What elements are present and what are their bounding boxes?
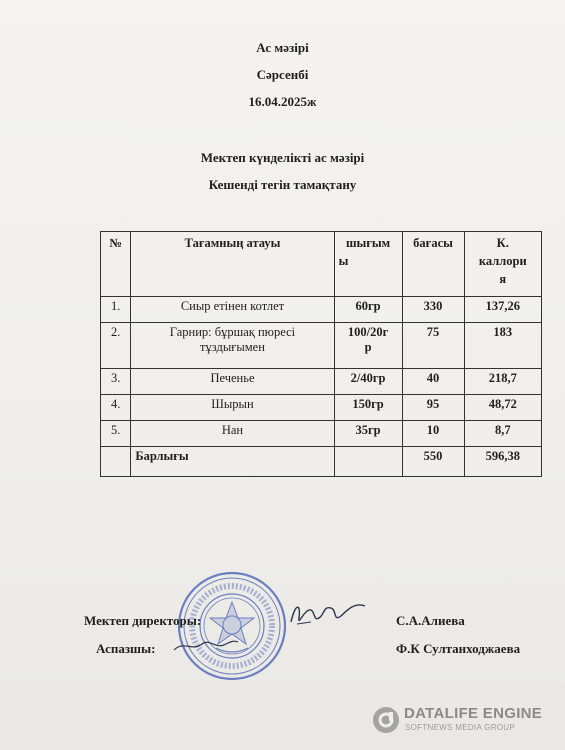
table-header-row [101, 232, 542, 297]
col-header-output-line1: шығым [345, 236, 391, 250]
cook-role-label: Аспазшы: [96, 641, 156, 656]
menu-table [100, 231, 542, 477]
subtitle-line-1: Мектеп күнделікті ас мәзірі [200, 150, 365, 165]
cell-price: 10 [402, 421, 464, 447]
cell-name: Нан [131, 421, 334, 447]
col-header-output-line2: ы [338, 254, 349, 268]
table-row [101, 395, 542, 421]
col-header-kcal-line2: каллори [478, 254, 527, 268]
table-total-row [101, 447, 542, 477]
weekday: Сәрсенбі [256, 67, 309, 82]
table-row [101, 323, 542, 369]
total-kcal: 596,38 [464, 447, 541, 477]
director-name: С.А.Алиева [396, 613, 465, 628]
cell-price: 330 [402, 297, 464, 323]
cell-name: Шырын [131, 395, 334, 421]
cook-name: Ф.К Султанходжаева [396, 641, 521, 656]
cell-kcal: 48,72 [464, 395, 541, 421]
cell-output: 60гр [334, 297, 402, 323]
col-header-kcal-line1: К. [496, 236, 509, 250]
watermark [372, 703, 552, 739]
col-header-kcal-line3: я [499, 272, 507, 286]
datalife-logo-icon [372, 706, 400, 734]
total-price: 550 [402, 447, 464, 477]
cell-name-line1: Сиыр етінен котлет [180, 299, 285, 313]
menu-date: 16.04.2025ж [248, 94, 317, 109]
cell-no: 2. [101, 323, 131, 369]
cell-kcal: 218,7 [464, 369, 541, 395]
col-header-price: бағасы [402, 232, 464, 297]
cell-name [131, 323, 334, 369]
cell-no: 1. [101, 297, 131, 323]
table-row [101, 369, 542, 395]
cell-output [334, 323, 402, 369]
cell-price: 75 [402, 323, 464, 369]
cell-kcal: 8,7 [464, 421, 541, 447]
total-label: Барлығы [131, 447, 334, 477]
cell-kcal: 183 [464, 323, 541, 369]
cell-output-line2: р [364, 340, 372, 354]
cell-output: 150гр [334, 395, 402, 421]
cell-no: 5. [101, 421, 131, 447]
table-row [101, 297, 542, 323]
cell-price: 40 [402, 369, 464, 395]
cell-output: 35гр [334, 421, 402, 447]
col-header-no: № [101, 232, 131, 297]
cell-no-empty [101, 447, 131, 477]
watermark-subtitle: SOFTNEWS MEDIA GROUP [405, 723, 516, 732]
col-header-output [334, 232, 402, 297]
col-header-name: Тағамның атауы [131, 232, 334, 297]
table-row [101, 421, 542, 447]
cell-no: 4. [101, 395, 131, 421]
cell-name: Печенье [131, 369, 334, 395]
col-header-kcal [464, 232, 541, 297]
cell-output-empty [334, 447, 402, 477]
menu-title: Ас мәзірі [256, 40, 309, 55]
cook-signature-icon [170, 632, 240, 658]
cell-name-line2: тұздығымен [200, 340, 265, 354]
cell-no: 3. [101, 369, 131, 395]
cell-output: 2/40гр [334, 369, 402, 395]
cell-output-line1: 100/20г [347, 325, 389, 339]
cell-name-line1: Гарнир: бұршақ пюресі [169, 325, 296, 339]
cell-kcal: 137,26 [464, 297, 541, 323]
director-signature-icon [285, 596, 370, 632]
subtitle-line-2: Кешенді тегін тамақтану [208, 177, 357, 192]
director-role-label: Мектеп директоры: [84, 613, 202, 628]
watermark-title: DATALIFE ENGINE [404, 705, 543, 722]
cell-price: 95 [402, 395, 464, 421]
cell-name [131, 297, 334, 323]
